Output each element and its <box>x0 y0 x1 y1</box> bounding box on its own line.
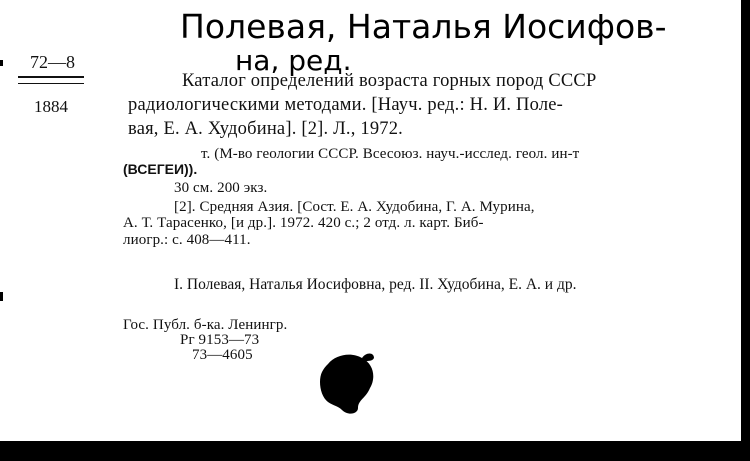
title-line: вая, Е. А. Худобина]. [2]. Л., 1972. <box>128 119 404 139</box>
physical-description: 30 см. 200 экз. <box>174 180 268 196</box>
inventory-number: 1884 <box>34 97 68 116</box>
scan-edge-mark <box>0 60 3 66</box>
series-statement: (ВСЕГЕИ)). <box>123 161 198 177</box>
library-name: Гос. Публ. б-ка. Ленингр. <box>123 317 288 333</box>
tracings: I. Полевая, Наталья Иосифовна, ред. II. Худобина, Е. А. и др. <box>174 276 577 293</box>
handwritten-heading <box>180 6 710 78</box>
handwritten-heading-line1: Полевая, Наталья Иосифов- <box>180 7 667 46</box>
divider-line <box>18 83 84 84</box>
scan-edge-mark <box>741 0 744 441</box>
contents-note-line: лиогр.: с. 408—411. <box>123 232 251 248</box>
contents-note-line: А. Т. Тарасенко, [и др.]. 1972. 420 с.; 2 отд. л. карт. Биб- <box>123 215 484 231</box>
divider-line <box>18 76 84 78</box>
order-number: Рг 9153—73 <box>180 332 260 348</box>
contents-note-line: [2]. Средняя Азия. [Сост. Е. А. Худобина, Г. А. Мурина, <box>174 199 535 215</box>
title-line: радиологическими методами. [Науч. ред.: Н. И. Поле- <box>128 95 564 115</box>
classification-number: 72—8 <box>30 52 75 72</box>
scan-edge-mark <box>0 292 3 301</box>
title-line: Каталог определений возраста горных пород СССР <box>182 71 597 91</box>
series-statement: т. (М-во геологии СССР. Всесоюз. науч.-исслед. геол. ин-т <box>201 146 580 162</box>
handwritten-heading-line2: на, ред. <box>235 44 352 77</box>
ink-blot <box>318 350 378 416</box>
card-number: 73—4605 <box>192 347 253 363</box>
